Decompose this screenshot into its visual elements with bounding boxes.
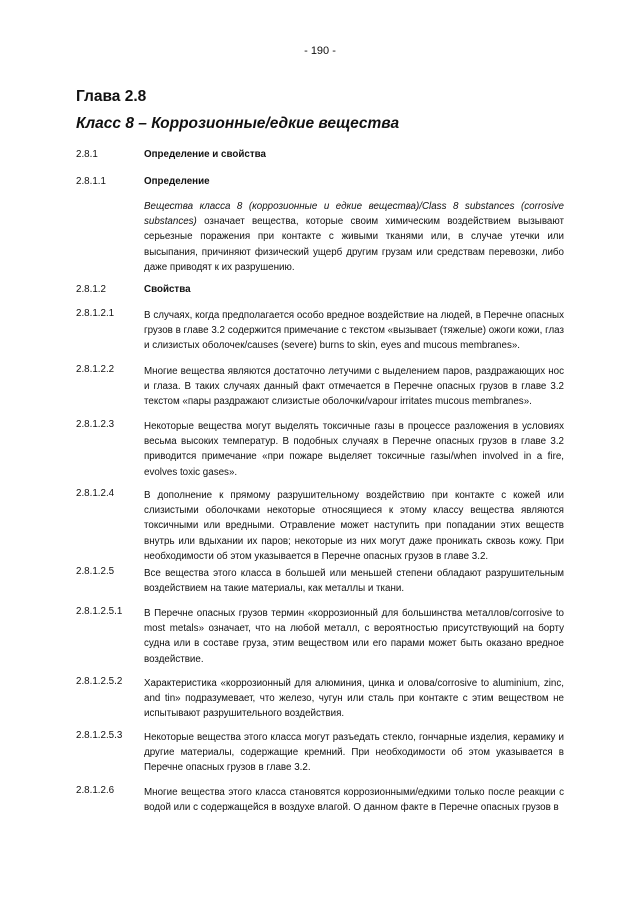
section-number: 2.8.1.2.1 bbox=[76, 308, 115, 319]
paragraph-text: Все вещества этого класса в большей или меньшей степени обладают разрушительным воздействием на такие материалы, как металлы и ткани. bbox=[144, 568, 564, 595]
page-number: - 190 - bbox=[304, 45, 336, 57]
section-number: 2.8.1.2.6 bbox=[76, 785, 115, 796]
paragraph-text: В дополнение к прямому разрушительному воздействию при контакте с кожей или слизистыми оболочками некоторые относящиеся к этому классу вещества являются токсичными или вредными. Отравление может наступить при попадании этих веществ внутрь или вдыхании их паров; некоторые из них могут даже проникать сквозь кожу. При необходимости об этом указывается в Перечне опасных грузов в главе 3.2. bbox=[144, 490, 564, 562]
section-number: 2.8.1.2.2 bbox=[76, 364, 115, 375]
section-number: 2.8.1 bbox=[76, 149, 98, 160]
paragraph-text bbox=[144, 199, 564, 275]
paragraph-text: В случаях, когда предполагается особо вредное воздействие на людей, в Перечне опасных грузов в главе 3.2 содержится примечание с текстом «вызывает (тяжелые) ожоги кожи, глаз и слизистых оболочек/causes (severe) burns to skin, eyes and mucous membranes». bbox=[144, 310, 564, 352]
section-heading: Определение и свойства bbox=[144, 149, 266, 160]
paragraph-text: Многие вещества этого класса становятся коррозионными/едкими только после реакции с водой или с содержащейся в воздухе влагой. О данном факте в Перечне опасных грузов в bbox=[144, 787, 564, 814]
section-heading: Определение bbox=[144, 176, 210, 187]
class-title: Класс 8 – Коррозионные/едкие вещества bbox=[76, 115, 400, 132]
paragraph-rest-text: означает вещества, которые своим химическим воздействием вызывают серьезные поражения при контакте с живыми тканями или, в случае утечки или высыпания, причиняют физический ущерб другим грузам или средствам перевозки, либо даже приводят к их разрушению. bbox=[144, 216, 564, 273]
section-number: 2.8.1.2.4 bbox=[76, 488, 115, 499]
section-number: 2.8.1.2 bbox=[76, 284, 106, 295]
paragraph-text: Многие вещества являются достаточно летучими с выделением паров, раздражающих нос и глаза. В таких случаях данный факт отмечается в Перечне опасных грузов в главе 3.2 текстом «пары раздражают слизистые оболочки/vapour irritates mucous membranes». bbox=[144, 366, 564, 408]
section-number: 2.8.1.2.5 bbox=[76, 566, 115, 577]
paragraph-text: Некоторые вещества могут выделять токсичные газы в процессе разложения в условиях весьма высоких температур. В подобных случаях в Перечне опасных грузов в главе 3.2 приводится примечание «при пожаре выделяет токсичные газы/when involved in a fire, evolves toxic gases». bbox=[144, 421, 564, 478]
section-number: 2.8.1.1 bbox=[76, 176, 106, 187]
section-number: 2.8.1.2.5.2 bbox=[76, 676, 123, 687]
chapter-title: Глава 2.8 bbox=[76, 88, 147, 105]
section-number: 2.8.1.2.3 bbox=[76, 419, 115, 430]
section-number: 2.8.1.2.5.1 bbox=[76, 606, 123, 617]
section-number: 2.8.1.2.5.3 bbox=[76, 730, 123, 741]
paragraph-text: В Перечне опасных грузов термин «коррозионный для большинства металлов/corrosive to most metals» означает, что на любой металл, с вероятностью присутствующий на борту судна или в составе груза, этим веществом или его парами может быть оказано вредное воздействие. bbox=[144, 608, 564, 665]
section-heading: Свойства bbox=[144, 284, 191, 295]
paragraph-italic-text: Вещества класса 8 (коррозионные и едкие вещества)/Class 8 substances (corrosive substances) bbox=[144, 201, 564, 228]
paragraph-text: Характеристика «коррозионный для алюминия, цинка и олова/corrosive to aluminium, zinc, and tin» подразумевает, что железо, чугун или сталь при контакте с этим веществом не испытывают разрушительного воздействия. bbox=[144, 678, 564, 720]
paragraph-text: Некоторые вещества этого класса могут разъедать стекло, гончарные изделия, керамику и другие материалы, содержащие кремний. При необходимости об этом указывается в Перечне опасных грузов в главе 3.2. bbox=[144, 732, 564, 774]
